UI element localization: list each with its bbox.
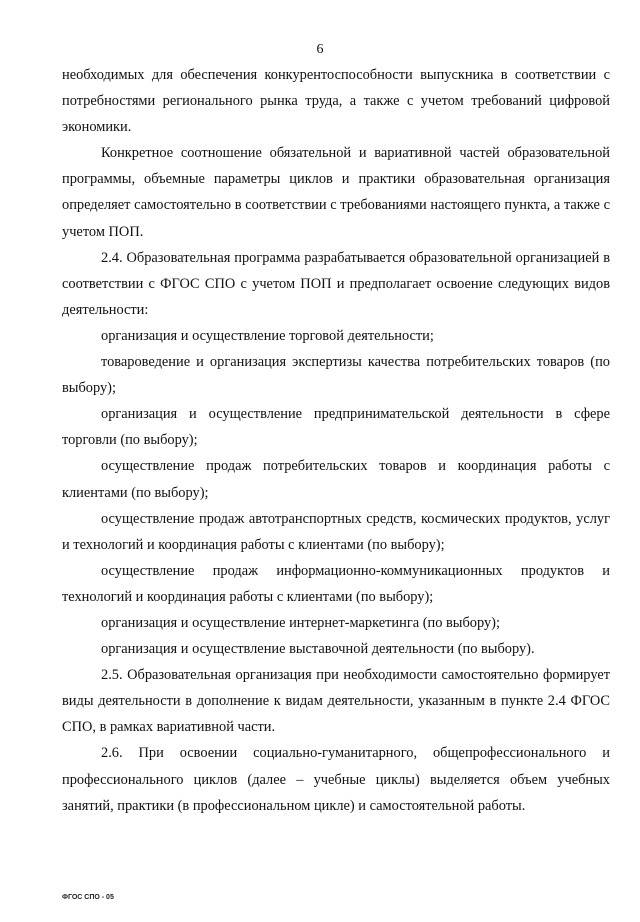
paragraph-continuation: необходимых для обеспечения конкурентоспособности выпускника в соответствии с потребностями регионального рынка труда, а также с учетом требований цифровой экономики.: [62, 67, 610, 136]
list-item: организация и осуществление торговой деятельности;: [101, 327, 434, 344]
paragraph-ratio: Конкретное соотношение обязательной и вариативной частей образовательной программы, объемные параметры циклов и практики образовательная организация определяет самостоятельно в соответствии с требованиями настоящего пункта, а также с учетом ПОП.: [62, 145, 610, 240]
page-number: 6: [316, 42, 324, 57]
paragraph-2-6: 2.6. При освоении социально-гуманитарного, общепрофессионального и профессионального циклов (далее – учебные циклы) выделяется объем учебных занятий, практики (в профессиональном цикле) и самостоятельной работы.: [62, 745, 610, 814]
paragraph-2-5: 2.5. Образовательная организация при необходимости самостоятельно формирует виды деятельности в дополнение к видам деятельности, указанным в пункте 2.4 ФГОС СПО, в рамках вариативной части.: [62, 667, 610, 736]
footer-document-code: ФГОС СПО - 05: [62, 894, 114, 901]
list-item: осуществление продаж потребительских товаров и координация работы с клиентами (по выбору);: [62, 458, 610, 501]
list-item: осуществление продаж автотранспортных средств, космических продуктов, услуг и технологий и координация работы с клиентами (по выбору);: [62, 510, 610, 553]
paragraph-2-4: 2.4. Образовательная программа разрабатывается образовательной организацией в соответствии с ФГОС СПО с учетом ПОП и предполагает освоение следующих видов деятельности:: [62, 249, 610, 318]
list-item: осуществление продаж информационно-коммуникационных продуктов и технологий и координация работы с клиентами (по выбору);: [62, 562, 610, 605]
list-item: товароведение и организация экспертизы качества потребительских товаров (по выбору);: [62, 354, 610, 397]
list-item: организация и осуществление выставочной деятельности (по выбору).: [101, 641, 535, 658]
list-item: организация и осуществление предпринимательской деятельности в сфере торговли (по выбору);: [62, 406, 610, 449]
body-text: [62, 62, 610, 819]
list-item: организация и осуществление интернет-маркетинга (по выбору);: [101, 614, 500, 631]
